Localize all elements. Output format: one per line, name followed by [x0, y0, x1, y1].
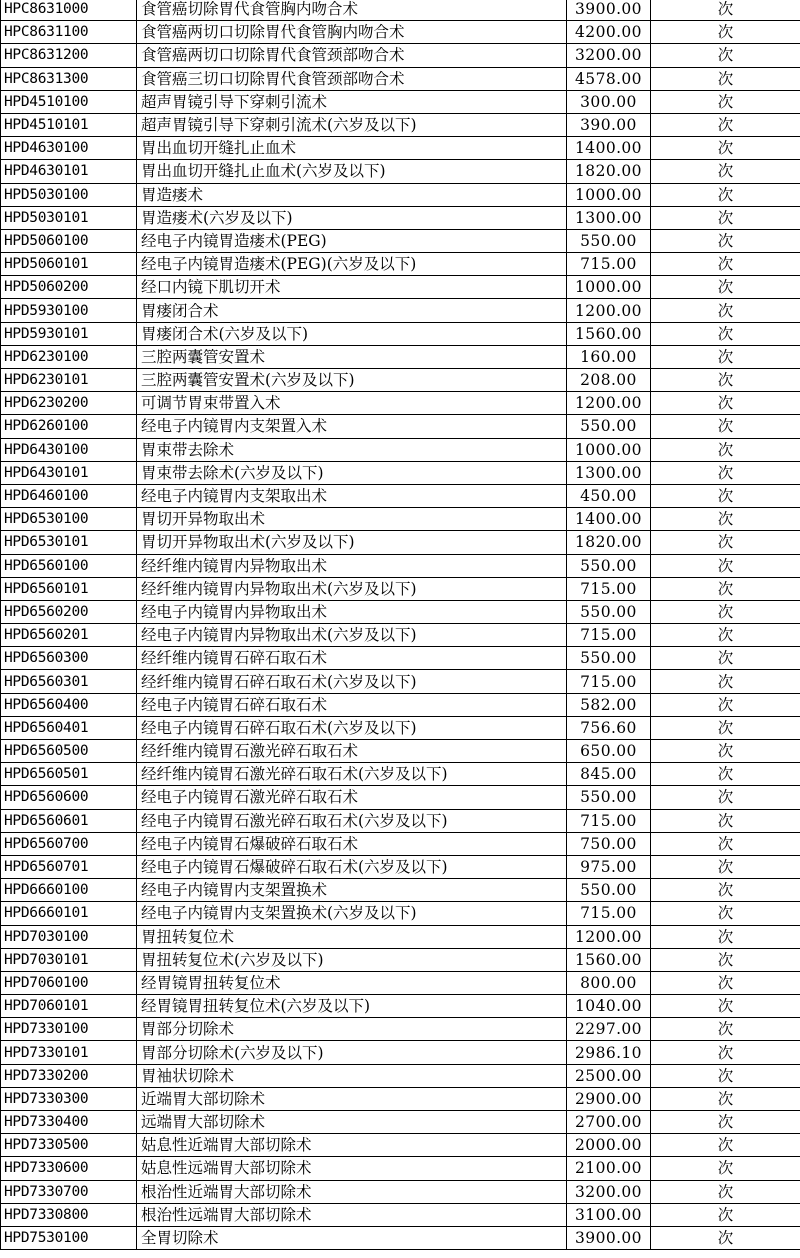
- item-code-cell: HPD7330101: [1, 1041, 137, 1064]
- item-price-cell: 1000.00: [567, 276, 651, 299]
- item-unit-cell: 次: [651, 392, 800, 415]
- item-unit-cell: 次: [651, 1111, 800, 1134]
- item-code-cell: HPD5060101: [1, 253, 137, 276]
- item-name-cell: 经电子内镜胃造瘘术(PEG)(六岁及以下): [137, 253, 567, 276]
- table-row: [1, 253, 800, 276]
- item-name-cell: 食管癌切除胃代食管胸内吻合术: [137, 0, 567, 21]
- item-name-cell: 经电子内镜胃石激光碎石取石术: [137, 786, 567, 809]
- item-unit-cell: 次: [651, 948, 800, 971]
- item-name-cell: 远端胃大部切除术: [137, 1111, 567, 1134]
- item-unit-cell: 次: [651, 0, 800, 21]
- item-name-cell: 经电子内镜胃石碎石取石术: [137, 693, 567, 716]
- item-name-cell: 经电子内镜胃内支架置换术(六岁及以下): [137, 902, 567, 925]
- table-row: [1, 67, 800, 90]
- item-code-cell: HPD5060100: [1, 229, 137, 252]
- item-code-cell: HPD4510100: [1, 90, 137, 113]
- item-unit-cell: 次: [651, 415, 800, 438]
- item-name-cell: 近端胃大部切除术: [137, 1087, 567, 1110]
- item-code-cell: HPD5030100: [1, 183, 137, 206]
- item-price-cell: 975.00: [567, 855, 651, 878]
- item-code-cell: HPD5030101: [1, 206, 137, 229]
- item-unit-cell: 次: [651, 113, 800, 136]
- item-code-cell: HPD6230100: [1, 345, 137, 368]
- item-code-cell: HPD7330400: [1, 1111, 137, 1134]
- item-name-cell: 经纤维内镜胃石碎石取石术: [137, 647, 567, 670]
- table-body: [1, 0, 800, 1250]
- table-row: [1, 670, 800, 693]
- table-row: [1, 716, 800, 739]
- item-price-cell: 1560.00: [567, 322, 651, 345]
- item-price-cell: 550.00: [567, 786, 651, 809]
- item-name-cell: 超声胃镜引导下穿刺引流术(六岁及以下): [137, 113, 567, 136]
- table-row: [1, 1111, 800, 1134]
- item-unit-cell: 次: [651, 1180, 800, 1203]
- item-code-cell: HPD6560201: [1, 624, 137, 647]
- table-row: [1, 1018, 800, 1041]
- item-code-cell: HPD5930100: [1, 299, 137, 322]
- item-unit-cell: 次: [651, 1087, 800, 1110]
- item-price-cell: 2500.00: [567, 1064, 651, 1087]
- item-name-cell: 经电子内镜胃石爆破碎石取石术(六岁及以下): [137, 855, 567, 878]
- item-name-cell: 三腔两囊管安置术: [137, 345, 567, 368]
- table-row: [1, 647, 800, 670]
- item-unit-cell: 次: [651, 1226, 800, 1249]
- item-price-cell: 1200.00: [567, 299, 651, 322]
- table-row: [1, 1226, 800, 1249]
- item-unit-cell: 次: [651, 322, 800, 345]
- table-row: [1, 415, 800, 438]
- item-price-cell: 3200.00: [567, 44, 651, 67]
- item-price-cell: 845.00: [567, 763, 651, 786]
- table-row: [1, 229, 800, 252]
- item-name-cell: 胃扭转复位术: [137, 925, 567, 948]
- item-name-cell: 经纤维内镜胃石碎石取石术(六岁及以下): [137, 670, 567, 693]
- table-row: [1, 1180, 800, 1203]
- item-name-cell: 胃部分切除术: [137, 1018, 567, 1041]
- item-name-cell: 经电子内镜胃造瘘术(PEG): [137, 229, 567, 252]
- table-row: [1, 600, 800, 623]
- item-code-cell: HPD6530100: [1, 508, 137, 531]
- table-row: [1, 577, 800, 600]
- item-name-cell: 经电子内镜胃石碎石取石术(六岁及以下): [137, 716, 567, 739]
- item-price-cell: 550.00: [567, 554, 651, 577]
- item-unit-cell: 次: [651, 879, 800, 902]
- item-price-cell: 1200.00: [567, 392, 651, 415]
- item-unit-cell: 次: [651, 971, 800, 994]
- item-name-cell: 经纤维内镜胃石激光碎石取石术: [137, 740, 567, 763]
- item-code-cell: HPD6660100: [1, 879, 137, 902]
- item-price-cell: 450.00: [567, 484, 651, 507]
- item-name-cell: 胃瘘闭合术(六岁及以下): [137, 322, 567, 345]
- item-name-cell: 胃瘘闭合术: [137, 299, 567, 322]
- item-name-cell: 可调节胃束带置入术: [137, 392, 567, 415]
- item-unit-cell: 次: [651, 647, 800, 670]
- item-price-cell: 1820.00: [567, 160, 651, 183]
- item-price-cell: 756.60: [567, 716, 651, 739]
- table-row: [1, 531, 800, 554]
- item-code-cell: HPD7030101: [1, 948, 137, 971]
- table-row: [1, 855, 800, 878]
- item-unit-cell: 次: [651, 461, 800, 484]
- item-code-cell: HPD4630101: [1, 160, 137, 183]
- item-code-cell: HPD4510101: [1, 113, 137, 136]
- item-name-cell: 经电子内镜胃内异物取出术(六岁及以下): [137, 624, 567, 647]
- item-name-cell: 经纤维内镜胃内异物取出术(六岁及以下): [137, 577, 567, 600]
- table-row: [1, 1041, 800, 1064]
- item-name-cell: 经电子内镜胃内异物取出术: [137, 600, 567, 623]
- item-unit-cell: 次: [651, 21, 800, 44]
- item-name-cell: 胃切开异物取出术(六岁及以下): [137, 531, 567, 554]
- item-price-cell: 4200.00: [567, 21, 651, 44]
- table-row: [1, 0, 800, 21]
- item-code-cell: HPD7330700: [1, 1180, 137, 1203]
- item-code-cell: HPD6560100: [1, 554, 137, 577]
- item-unit-cell: 次: [651, 1157, 800, 1180]
- item-name-cell: 经纤维内镜胃内异物取出术: [137, 554, 567, 577]
- item-name-cell: 根治性近端胃大部切除术: [137, 1180, 567, 1203]
- item-name-cell: 胃扭转复位术(六岁及以下): [137, 948, 567, 971]
- item-name-cell: 根治性远端胃大部切除术: [137, 1203, 567, 1226]
- table-row: [1, 971, 800, 994]
- item-price-cell: 1300.00: [567, 206, 651, 229]
- item-name-cell: 胃出血切开缝扎止血术(六岁及以下): [137, 160, 567, 183]
- item-code-cell: HPD7060101: [1, 995, 137, 1018]
- table-row: [1, 392, 800, 415]
- item-unit-cell: 次: [651, 531, 800, 554]
- item-unit-cell: 次: [651, 44, 800, 67]
- item-unit-cell: 次: [651, 624, 800, 647]
- item-name-cell: 食管癌两切口切除胃代食管颈部吻合术: [137, 44, 567, 67]
- table-row: [1, 995, 800, 1018]
- item-unit-cell: 次: [651, 90, 800, 113]
- item-code-cell: HPC8631300: [1, 67, 137, 90]
- item-price-cell: 750.00: [567, 832, 651, 855]
- item-price-cell: 1400.00: [567, 137, 651, 160]
- item-price-cell: 550.00: [567, 879, 651, 902]
- item-unit-cell: 次: [651, 160, 800, 183]
- item-unit-cell: 次: [651, 577, 800, 600]
- item-price-cell: 4578.00: [567, 67, 651, 90]
- table-row: [1, 21, 800, 44]
- item-unit-cell: 次: [651, 369, 800, 392]
- table-row: [1, 276, 800, 299]
- table-row: [1, 137, 800, 160]
- item-price-cell: 2297.00: [567, 1018, 651, 1041]
- item-code-cell: HPD6560700: [1, 832, 137, 855]
- item-code-cell: HPD6560701: [1, 855, 137, 878]
- item-unit-cell: 次: [651, 253, 800, 276]
- item-name-cell: 食管癌三切口切除胃代食管颈部吻合术: [137, 67, 567, 90]
- item-unit-cell: 次: [651, 1041, 800, 1064]
- item-code-cell: HPD5060200: [1, 276, 137, 299]
- table-row: [1, 461, 800, 484]
- item-unit-cell: 次: [651, 1134, 800, 1157]
- item-unit-cell: 次: [651, 832, 800, 855]
- item-price-cell: 582.00: [567, 693, 651, 716]
- table-row: [1, 809, 800, 832]
- item-price-cell: 1400.00: [567, 508, 651, 531]
- item-unit-cell: 次: [651, 67, 800, 90]
- item-price-cell: 160.00: [567, 345, 651, 368]
- item-name-cell: 经口内镜下肌切开术: [137, 276, 567, 299]
- item-code-cell: HPD4630100: [1, 137, 137, 160]
- table-row: [1, 484, 800, 507]
- item-code-cell: HPD6560600: [1, 786, 137, 809]
- item-code-cell: HPD6560500: [1, 740, 137, 763]
- table-row: [1, 299, 800, 322]
- item-name-cell: 胃束带去除术: [137, 438, 567, 461]
- item-code-cell: HPD6560400: [1, 693, 137, 716]
- item-price-cell: 1300.00: [567, 461, 651, 484]
- item-unit-cell: 次: [651, 206, 800, 229]
- table-row: [1, 160, 800, 183]
- item-code-cell: HPD6560200: [1, 600, 137, 623]
- item-price-cell: 1200.00: [567, 925, 651, 948]
- item-price-cell: 3900.00: [567, 1226, 651, 1249]
- item-price-cell: 2986.10: [567, 1041, 651, 1064]
- table-row: [1, 693, 800, 716]
- item-unit-cell: 次: [651, 1018, 800, 1041]
- item-price-cell: 3100.00: [567, 1203, 651, 1226]
- item-code-cell: HPD6560601: [1, 809, 137, 832]
- item-unit-cell: 次: [651, 554, 800, 577]
- item-unit-cell: 次: [651, 183, 800, 206]
- table-row: [1, 1064, 800, 1087]
- item-name-cell: 胃束带去除术(六岁及以下): [137, 461, 567, 484]
- item-name-cell: 姑息性远端胃大部切除术: [137, 1157, 567, 1180]
- item-price-cell: 1820.00: [567, 531, 651, 554]
- table-row: [1, 1203, 800, 1226]
- item-price-cell: 2000.00: [567, 1134, 651, 1157]
- item-price-cell: 715.00: [567, 253, 651, 276]
- item-price-cell: 2100.00: [567, 1157, 651, 1180]
- item-code-cell: HPD6560301: [1, 670, 137, 693]
- table-row: [1, 925, 800, 948]
- item-unit-cell: 次: [651, 855, 800, 878]
- item-code-cell: HPD6260100: [1, 415, 137, 438]
- item-name-cell: 经电子内镜胃内支架置入术: [137, 415, 567, 438]
- item-price-cell: 715.00: [567, 624, 651, 647]
- table-row: [1, 508, 800, 531]
- item-name-cell: 全胃切除术: [137, 1226, 567, 1249]
- item-price-cell: 715.00: [567, 809, 651, 832]
- item-unit-cell: 次: [651, 137, 800, 160]
- item-name-cell: 经胃镜胃扭转复位术(六岁及以下): [137, 995, 567, 1018]
- table-row: [1, 322, 800, 345]
- item-name-cell: 胃出血切开缝扎止血术: [137, 137, 567, 160]
- item-name-cell: 经电子内镜胃内支架取出术: [137, 484, 567, 507]
- item-code-cell: HPD7330300: [1, 1087, 137, 1110]
- table-row: [1, 1087, 800, 1110]
- item-price-cell: 715.00: [567, 902, 651, 925]
- item-code-cell: HPD7530100: [1, 1226, 137, 1249]
- item-price-cell: 550.00: [567, 415, 651, 438]
- item-name-cell: 食管癌两切口切除胃代食管胸内吻合术: [137, 21, 567, 44]
- item-code-cell: HPD6460100: [1, 484, 137, 507]
- item-unit-cell: 次: [651, 438, 800, 461]
- item-code-cell: HPD6430101: [1, 461, 137, 484]
- item-name-cell: 胃切开异物取出术: [137, 508, 567, 531]
- table-row: [1, 1134, 800, 1157]
- table-row: [1, 902, 800, 925]
- item-code-cell: HPD6230101: [1, 369, 137, 392]
- item-name-cell: 经胃镜胃扭转复位术: [137, 971, 567, 994]
- item-price-cell: 1560.00: [567, 948, 651, 971]
- item-price-cell: 550.00: [567, 229, 651, 252]
- item-price-cell: 650.00: [567, 740, 651, 763]
- item-unit-cell: 次: [651, 716, 800, 739]
- item-code-cell: HPD7060100: [1, 971, 137, 994]
- table-row: [1, 832, 800, 855]
- item-price-cell: 1000.00: [567, 183, 651, 206]
- item-name-cell: 姑息性近端胃大部切除术: [137, 1134, 567, 1157]
- item-code-cell: HPC8631100: [1, 21, 137, 44]
- item-price-cell: 1000.00: [567, 438, 651, 461]
- item-unit-cell: 次: [651, 995, 800, 1018]
- item-unit-cell: 次: [651, 670, 800, 693]
- table-row: [1, 90, 800, 113]
- item-code-cell: HPD7330600: [1, 1157, 137, 1180]
- table-row: [1, 879, 800, 902]
- item-price-cell: 300.00: [567, 90, 651, 113]
- item-name-cell: 超声胃镜引导下穿刺引流术: [137, 90, 567, 113]
- item-code-cell: HPD6560101: [1, 577, 137, 600]
- item-unit-cell: 次: [651, 345, 800, 368]
- table-row: [1, 740, 800, 763]
- item-unit-cell: 次: [651, 508, 800, 531]
- item-price-cell: 2700.00: [567, 1111, 651, 1134]
- table-row: [1, 624, 800, 647]
- item-name-cell: 经纤维内镜胃石激光碎石取石术(六岁及以下): [137, 763, 567, 786]
- item-code-cell: HPD7330200: [1, 1064, 137, 1087]
- item-code-cell: HPD7330800: [1, 1203, 137, 1226]
- item-code-cell: HPD7330100: [1, 1018, 137, 1041]
- item-price-cell: 390.00: [567, 113, 651, 136]
- item-unit-cell: 次: [651, 763, 800, 786]
- item-code-cell: HPD6560401: [1, 716, 137, 739]
- item-name-cell: 经电子内镜胃石爆破碎石取石术: [137, 832, 567, 855]
- item-name-cell: 胃造瘘术(六岁及以下): [137, 206, 567, 229]
- item-code-cell: HPD7330500: [1, 1134, 137, 1157]
- item-name-cell: 经电子内镜胃内支架置换术: [137, 879, 567, 902]
- table-row: [1, 554, 800, 577]
- table-row: [1, 438, 800, 461]
- table-row: [1, 44, 800, 67]
- item-price-cell: 550.00: [567, 647, 651, 670]
- table-row: [1, 183, 800, 206]
- item-unit-cell: 次: [651, 276, 800, 299]
- item-code-cell: HPD6560300: [1, 647, 137, 670]
- table-row: [1, 345, 800, 368]
- item-price-cell: 3900.00: [567, 0, 651, 21]
- item-price-cell: 715.00: [567, 577, 651, 600]
- item-unit-cell: 次: [651, 902, 800, 925]
- item-unit-cell: 次: [651, 693, 800, 716]
- item-unit-cell: 次: [651, 299, 800, 322]
- item-name-cell: 胃造瘘术: [137, 183, 567, 206]
- item-code-cell: HPD7030100: [1, 925, 137, 948]
- item-unit-cell: 次: [651, 229, 800, 252]
- item-unit-cell: 次: [651, 925, 800, 948]
- item-name-cell: 胃袖状切除术: [137, 1064, 567, 1087]
- item-unit-cell: 次: [651, 600, 800, 623]
- table-row: [1, 786, 800, 809]
- item-price-cell: 3200.00: [567, 1180, 651, 1203]
- table-row: [1, 113, 800, 136]
- item-unit-cell: 次: [651, 1203, 800, 1226]
- item-code-cell: HPD5930101: [1, 322, 137, 345]
- item-price-cell: 2900.00: [567, 1087, 651, 1110]
- item-price-cell: 1040.00: [567, 995, 651, 1018]
- table-row: [1, 1157, 800, 1180]
- item-unit-cell: 次: [651, 786, 800, 809]
- item-price-cell: 208.00: [567, 369, 651, 392]
- item-code-cell: HPD6560501: [1, 763, 137, 786]
- table-row: [1, 369, 800, 392]
- item-price-cell: 715.00: [567, 670, 651, 693]
- item-price-cell: 550.00: [567, 600, 651, 623]
- item-code-cell: HPD6660101: [1, 902, 137, 925]
- item-unit-cell: 次: [651, 1064, 800, 1087]
- item-name-cell: 胃部分切除术(六岁及以下): [137, 1041, 567, 1064]
- table-row: [1, 206, 800, 229]
- item-price-cell: 800.00: [567, 971, 651, 994]
- item-code-cell: HPD6530101: [1, 531, 137, 554]
- item-code-cell: HPC8631000: [1, 0, 137, 21]
- item-unit-cell: 次: [651, 484, 800, 507]
- table-row: [1, 948, 800, 971]
- item-unit-cell: 次: [651, 809, 800, 832]
- item-code-cell: HPC8631200: [1, 44, 137, 67]
- item-name-cell: 三腔两囊管安置术(六岁及以下): [137, 369, 567, 392]
- item-unit-cell: 次: [651, 740, 800, 763]
- item-code-cell: HPD6230200: [1, 392, 137, 415]
- item-name-cell: 经电子内镜胃石激光碎石取石术(六岁及以下): [137, 809, 567, 832]
- table-row: [1, 763, 800, 786]
- item-code-cell: HPD6430100: [1, 438, 137, 461]
